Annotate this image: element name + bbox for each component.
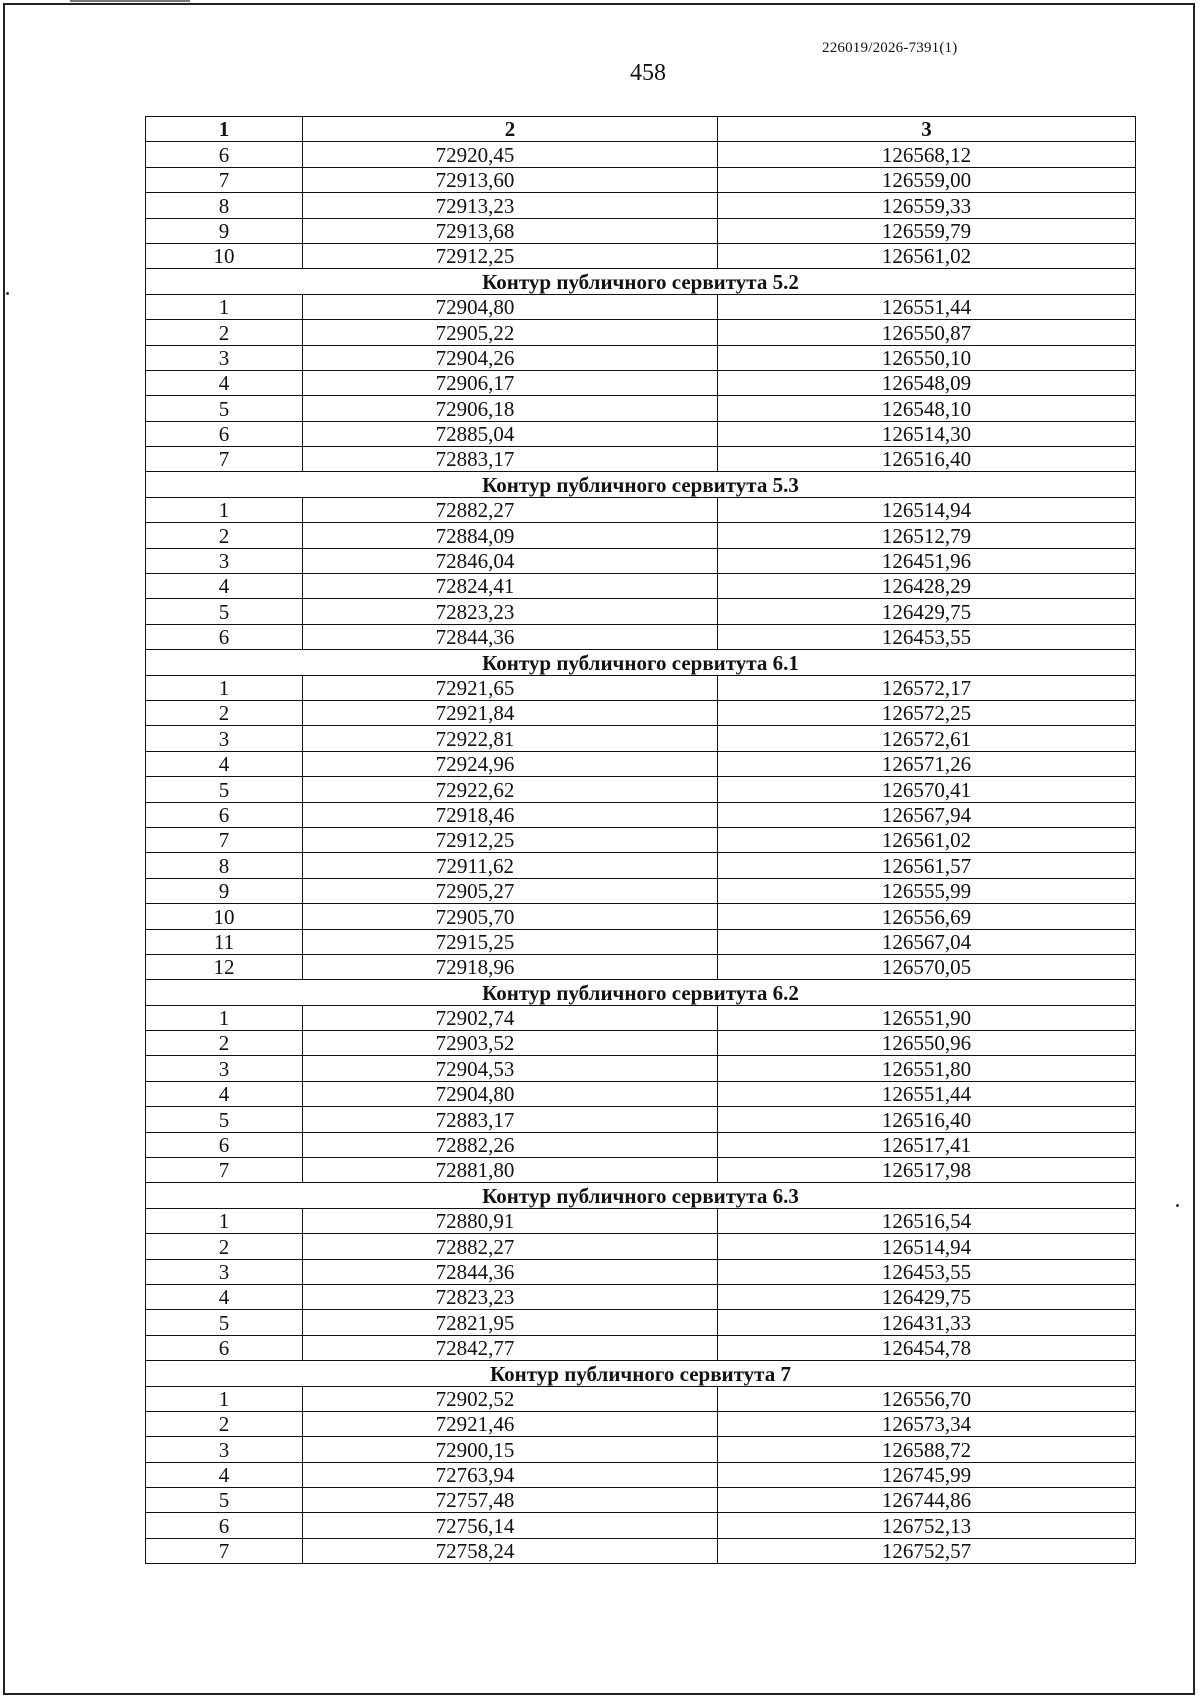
x-coordinate-cell: 72758,24 bbox=[303, 1538, 718, 1563]
table-row bbox=[146, 929, 1136, 954]
coordinates-table-body bbox=[146, 117, 1136, 1564]
scan-speck bbox=[6, 292, 9, 295]
y-coordinate-cell: 126429,75 bbox=[718, 599, 1136, 624]
x-coordinate-cell: 72882,26 bbox=[303, 1132, 718, 1157]
point-number-cell: 6 bbox=[146, 421, 303, 446]
x-coordinate-cell: 72902,74 bbox=[303, 1005, 718, 1030]
table-row bbox=[146, 1158, 1136, 1183]
x-coordinate-cell: 72922,62 bbox=[303, 777, 718, 802]
table-row bbox=[146, 218, 1136, 243]
table-row bbox=[146, 1107, 1136, 1132]
y-coordinate-cell: 126516,40 bbox=[718, 1107, 1136, 1132]
x-coordinate-cell: 72763,94 bbox=[303, 1462, 718, 1487]
x-coordinate-cell: 72844,36 bbox=[303, 624, 718, 649]
point-number-cell: 2 bbox=[146, 523, 303, 548]
point-number-cell: 6 bbox=[146, 1513, 303, 1538]
x-coordinate-cell: 72920,45 bbox=[303, 142, 718, 167]
x-coordinate-cell: 72921,65 bbox=[303, 675, 718, 700]
x-coordinate-cell: 72921,46 bbox=[303, 1411, 718, 1436]
table-row bbox=[146, 777, 1136, 802]
table-row bbox=[146, 1259, 1136, 1284]
y-coordinate-cell: 126556,70 bbox=[718, 1386, 1136, 1411]
point-number-cell: 2 bbox=[146, 320, 303, 345]
point-number-cell: 7 bbox=[146, 827, 303, 852]
table-row bbox=[146, 523, 1136, 548]
table-row bbox=[146, 1411, 1136, 1436]
table-row bbox=[146, 1031, 1136, 1056]
point-number-cell: 2 bbox=[146, 1234, 303, 1259]
table-row bbox=[146, 1284, 1136, 1309]
point-number-cell: 1 bbox=[146, 1005, 303, 1030]
header-cell-x: 2 bbox=[303, 117, 718, 142]
table-row bbox=[146, 1538, 1136, 1563]
table-row bbox=[146, 548, 1136, 573]
y-coordinate-cell: 126517,98 bbox=[718, 1158, 1136, 1183]
x-coordinate-cell: 72844,36 bbox=[303, 1259, 718, 1284]
y-coordinate-cell: 126514,94 bbox=[718, 497, 1136, 522]
y-coordinate-cell: 126516,40 bbox=[718, 447, 1136, 472]
x-coordinate-cell: 72912,25 bbox=[303, 827, 718, 852]
x-coordinate-cell: 72913,68 bbox=[303, 218, 718, 243]
table-row bbox=[146, 1234, 1136, 1259]
y-coordinate-cell: 126451,96 bbox=[718, 548, 1136, 573]
point-number-cell: 1 bbox=[146, 675, 303, 700]
x-coordinate-cell: 72904,80 bbox=[303, 1081, 718, 1106]
point-number-cell: 1 bbox=[146, 497, 303, 522]
section-row bbox=[146, 472, 1136, 497]
x-coordinate-cell: 72913,23 bbox=[303, 193, 718, 218]
y-coordinate-cell: 126517,41 bbox=[718, 1132, 1136, 1157]
table-row bbox=[146, 827, 1136, 852]
point-number-cell: 2 bbox=[146, 1411, 303, 1436]
table-row bbox=[146, 497, 1136, 522]
point-number-cell: 3 bbox=[146, 548, 303, 573]
table-row bbox=[146, 1005, 1136, 1030]
point-number-cell: 5 bbox=[146, 599, 303, 624]
y-coordinate-cell: 126551,44 bbox=[718, 294, 1136, 319]
y-coordinate-cell: 126550,87 bbox=[718, 320, 1136, 345]
header-cell-y: 3 bbox=[718, 117, 1136, 142]
y-coordinate-cell: 126550,96 bbox=[718, 1031, 1136, 1056]
y-coordinate-cell: 126512,79 bbox=[718, 523, 1136, 548]
point-number-cell: 6 bbox=[146, 1335, 303, 1360]
table-row bbox=[146, 421, 1136, 446]
x-coordinate-cell: 72902,52 bbox=[303, 1386, 718, 1411]
point-number-cell: 5 bbox=[146, 777, 303, 802]
y-coordinate-cell: 126551,90 bbox=[718, 1005, 1136, 1030]
y-coordinate-cell: 126556,69 bbox=[718, 904, 1136, 929]
x-coordinate-cell: 72903,52 bbox=[303, 1031, 718, 1056]
document-number: 226019/2026-7391(1) bbox=[822, 40, 958, 56]
point-number-cell: 7 bbox=[146, 1158, 303, 1183]
x-coordinate-cell: 72880,91 bbox=[303, 1208, 718, 1233]
point-number-cell: 4 bbox=[146, 751, 303, 776]
x-coordinate-cell: 72883,17 bbox=[303, 447, 718, 472]
x-coordinate-cell: 72913,60 bbox=[303, 167, 718, 192]
y-coordinate-cell: 126555,99 bbox=[718, 878, 1136, 903]
table-row bbox=[146, 447, 1136, 472]
point-number-cell: 5 bbox=[146, 1310, 303, 1335]
y-coordinate-cell: 126570,41 bbox=[718, 777, 1136, 802]
y-coordinate-cell: 126572,17 bbox=[718, 675, 1136, 700]
point-number-cell: 10 bbox=[146, 904, 303, 929]
x-coordinate-cell: 72823,23 bbox=[303, 599, 718, 624]
section-title: Контур публичного сервитута 6.3 bbox=[146, 1183, 1136, 1208]
x-coordinate-cell: 72906,18 bbox=[303, 396, 718, 421]
point-number-cell: 2 bbox=[146, 700, 303, 725]
table-row bbox=[146, 370, 1136, 395]
y-coordinate-cell: 126567,04 bbox=[718, 929, 1136, 954]
y-coordinate-cell: 126561,57 bbox=[718, 853, 1136, 878]
table-row bbox=[146, 320, 1136, 345]
x-coordinate-cell: 72824,41 bbox=[303, 574, 718, 599]
x-coordinate-cell: 72756,14 bbox=[303, 1513, 718, 1538]
coordinates-table bbox=[145, 116, 1136, 1564]
x-coordinate-cell: 72922,81 bbox=[303, 726, 718, 751]
x-coordinate-cell: 72881,80 bbox=[303, 1158, 718, 1183]
table-row bbox=[146, 1488, 1136, 1513]
y-coordinate-cell: 126567,94 bbox=[718, 802, 1136, 827]
point-number-cell: 3 bbox=[146, 726, 303, 751]
section-row bbox=[146, 1183, 1136, 1208]
y-coordinate-cell: 126744,86 bbox=[718, 1488, 1136, 1513]
table-row bbox=[146, 574, 1136, 599]
table-row bbox=[146, 904, 1136, 929]
section-row bbox=[146, 269, 1136, 294]
table-row bbox=[146, 599, 1136, 624]
table-row bbox=[146, 1335, 1136, 1360]
y-coordinate-cell: 126454,78 bbox=[718, 1335, 1136, 1360]
table-row bbox=[146, 193, 1136, 218]
y-coordinate-cell: 126570,05 bbox=[718, 954, 1136, 979]
x-coordinate-cell: 72905,22 bbox=[303, 320, 718, 345]
table-row bbox=[146, 1437, 1136, 1462]
section-title: Контур публичного сервитута 6.1 bbox=[146, 650, 1136, 675]
scan-edge-mark bbox=[70, 0, 190, 2]
y-coordinate-cell: 126573,34 bbox=[718, 1411, 1136, 1436]
x-coordinate-cell: 72921,84 bbox=[303, 700, 718, 725]
y-coordinate-cell: 126548,10 bbox=[718, 396, 1136, 421]
y-coordinate-cell: 126514,30 bbox=[718, 421, 1136, 446]
point-number-cell: 3 bbox=[146, 1437, 303, 1462]
point-number-cell: 7 bbox=[146, 1538, 303, 1563]
x-coordinate-cell: 72904,53 bbox=[303, 1056, 718, 1081]
table-row bbox=[146, 1310, 1136, 1335]
x-coordinate-cell: 72911,62 bbox=[303, 853, 718, 878]
section-title: Контур публичного сервитута 7 bbox=[146, 1361, 1136, 1386]
point-number-cell: 6 bbox=[146, 624, 303, 649]
y-coordinate-cell: 126428,29 bbox=[718, 574, 1136, 599]
y-coordinate-cell: 126568,12 bbox=[718, 142, 1136, 167]
y-coordinate-cell: 126752,57 bbox=[718, 1538, 1136, 1563]
x-coordinate-cell: 72757,48 bbox=[303, 1488, 718, 1513]
table-row bbox=[146, 751, 1136, 776]
y-coordinate-cell: 126548,09 bbox=[718, 370, 1136, 395]
section-row bbox=[146, 980, 1136, 1005]
y-coordinate-cell: 126514,94 bbox=[718, 1234, 1136, 1259]
point-number-cell: 6 bbox=[146, 1132, 303, 1157]
section-title: Контур публичного сервитута 5.3 bbox=[146, 472, 1136, 497]
point-number-cell: 4 bbox=[146, 1462, 303, 1487]
x-coordinate-cell: 72912,25 bbox=[303, 243, 718, 268]
y-coordinate-cell: 126572,25 bbox=[718, 700, 1136, 725]
y-coordinate-cell: 126572,61 bbox=[718, 726, 1136, 751]
table-row bbox=[146, 142, 1136, 167]
point-number-cell: 4 bbox=[146, 1284, 303, 1309]
x-coordinate-cell: 72846,04 bbox=[303, 548, 718, 573]
y-coordinate-cell: 126561,02 bbox=[718, 243, 1136, 268]
point-number-cell: 3 bbox=[146, 345, 303, 370]
y-coordinate-cell: 126551,80 bbox=[718, 1056, 1136, 1081]
table-header-row bbox=[146, 117, 1136, 142]
x-coordinate-cell: 72924,96 bbox=[303, 751, 718, 776]
header-cell-point: 1 bbox=[146, 117, 303, 142]
x-coordinate-cell: 72904,80 bbox=[303, 294, 718, 319]
page-number: 458 bbox=[630, 60, 666, 86]
point-number-cell: 12 bbox=[146, 954, 303, 979]
point-number-cell: 11 bbox=[146, 929, 303, 954]
y-coordinate-cell: 126571,26 bbox=[718, 751, 1136, 776]
x-coordinate-cell: 72884,09 bbox=[303, 523, 718, 548]
x-coordinate-cell: 72883,17 bbox=[303, 1107, 718, 1132]
y-coordinate-cell: 126559,33 bbox=[718, 193, 1136, 218]
section-title: Контур публичного сервитута 5.2 bbox=[146, 269, 1136, 294]
table-row bbox=[146, 396, 1136, 421]
section-row bbox=[146, 650, 1136, 675]
y-coordinate-cell: 126551,44 bbox=[718, 1081, 1136, 1106]
section-row bbox=[146, 1361, 1136, 1386]
point-number-cell: 1 bbox=[146, 294, 303, 319]
x-coordinate-cell: 72904,26 bbox=[303, 345, 718, 370]
point-number-cell: 5 bbox=[146, 396, 303, 421]
y-coordinate-cell: 126516,54 bbox=[718, 1208, 1136, 1233]
table-row bbox=[146, 1081, 1136, 1106]
x-coordinate-cell: 72900,15 bbox=[303, 1437, 718, 1462]
x-coordinate-cell: 72882,27 bbox=[303, 497, 718, 522]
x-coordinate-cell: 72918,46 bbox=[303, 802, 718, 827]
table-row bbox=[146, 1056, 1136, 1081]
x-coordinate-cell: 72905,27 bbox=[303, 878, 718, 903]
point-number-cell: 6 bbox=[146, 802, 303, 827]
table-row bbox=[146, 243, 1136, 268]
table-row bbox=[146, 1513, 1136, 1538]
table-row bbox=[146, 1462, 1136, 1487]
table-row bbox=[146, 802, 1136, 827]
point-number-cell: 6 bbox=[146, 142, 303, 167]
point-number-cell: 5 bbox=[146, 1107, 303, 1132]
x-coordinate-cell: 72906,17 bbox=[303, 370, 718, 395]
y-coordinate-cell: 126559,00 bbox=[718, 167, 1136, 192]
point-number-cell: 1 bbox=[146, 1386, 303, 1411]
point-number-cell: 9 bbox=[146, 218, 303, 243]
x-coordinate-cell: 72915,25 bbox=[303, 929, 718, 954]
y-coordinate-cell: 126453,55 bbox=[718, 624, 1136, 649]
table-row bbox=[146, 1386, 1136, 1411]
y-coordinate-cell: 126745,99 bbox=[718, 1462, 1136, 1487]
point-number-cell: 9 bbox=[146, 878, 303, 903]
table-row bbox=[146, 853, 1136, 878]
point-number-cell: 2 bbox=[146, 1031, 303, 1056]
table-row bbox=[146, 167, 1136, 192]
x-coordinate-cell: 72882,27 bbox=[303, 1234, 718, 1259]
scan-speck bbox=[1176, 1204, 1179, 1207]
point-number-cell: 1 bbox=[146, 1208, 303, 1233]
table-row bbox=[146, 1132, 1136, 1157]
point-number-cell: 8 bbox=[146, 193, 303, 218]
point-number-cell: 4 bbox=[146, 574, 303, 599]
y-coordinate-cell: 126752,13 bbox=[718, 1513, 1136, 1538]
x-coordinate-cell: 72918,96 bbox=[303, 954, 718, 979]
table-row bbox=[146, 1208, 1136, 1233]
point-number-cell: 7 bbox=[146, 447, 303, 472]
point-number-cell: 4 bbox=[146, 370, 303, 395]
y-coordinate-cell: 126429,75 bbox=[718, 1284, 1136, 1309]
y-coordinate-cell: 126550,10 bbox=[718, 345, 1136, 370]
table-row bbox=[146, 675, 1136, 700]
point-number-cell: 3 bbox=[146, 1259, 303, 1284]
point-number-cell: 3 bbox=[146, 1056, 303, 1081]
table-row bbox=[146, 878, 1136, 903]
x-coordinate-cell: 72842,77 bbox=[303, 1335, 718, 1360]
x-coordinate-cell: 72905,70 bbox=[303, 904, 718, 929]
point-number-cell: 10 bbox=[146, 243, 303, 268]
x-coordinate-cell: 72823,23 bbox=[303, 1284, 718, 1309]
point-number-cell: 7 bbox=[146, 167, 303, 192]
x-coordinate-cell: 72821,95 bbox=[303, 1310, 718, 1335]
table-row bbox=[146, 345, 1136, 370]
table-row bbox=[146, 726, 1136, 751]
y-coordinate-cell: 126588,72 bbox=[718, 1437, 1136, 1462]
x-coordinate-cell: 72885,04 bbox=[303, 421, 718, 446]
y-coordinate-cell: 126431,33 bbox=[718, 1310, 1136, 1335]
table-row bbox=[146, 954, 1136, 979]
y-coordinate-cell: 126453,55 bbox=[718, 1259, 1136, 1284]
table-row bbox=[146, 624, 1136, 649]
table-row bbox=[146, 294, 1136, 319]
table-row bbox=[146, 700, 1136, 725]
y-coordinate-cell: 126561,02 bbox=[718, 827, 1136, 852]
point-number-cell: 4 bbox=[146, 1081, 303, 1106]
section-title: Контур публичного сервитута 6.2 bbox=[146, 980, 1136, 1005]
point-number-cell: 5 bbox=[146, 1488, 303, 1513]
y-coordinate-cell: 126559,79 bbox=[718, 218, 1136, 243]
point-number-cell: 8 bbox=[146, 853, 303, 878]
